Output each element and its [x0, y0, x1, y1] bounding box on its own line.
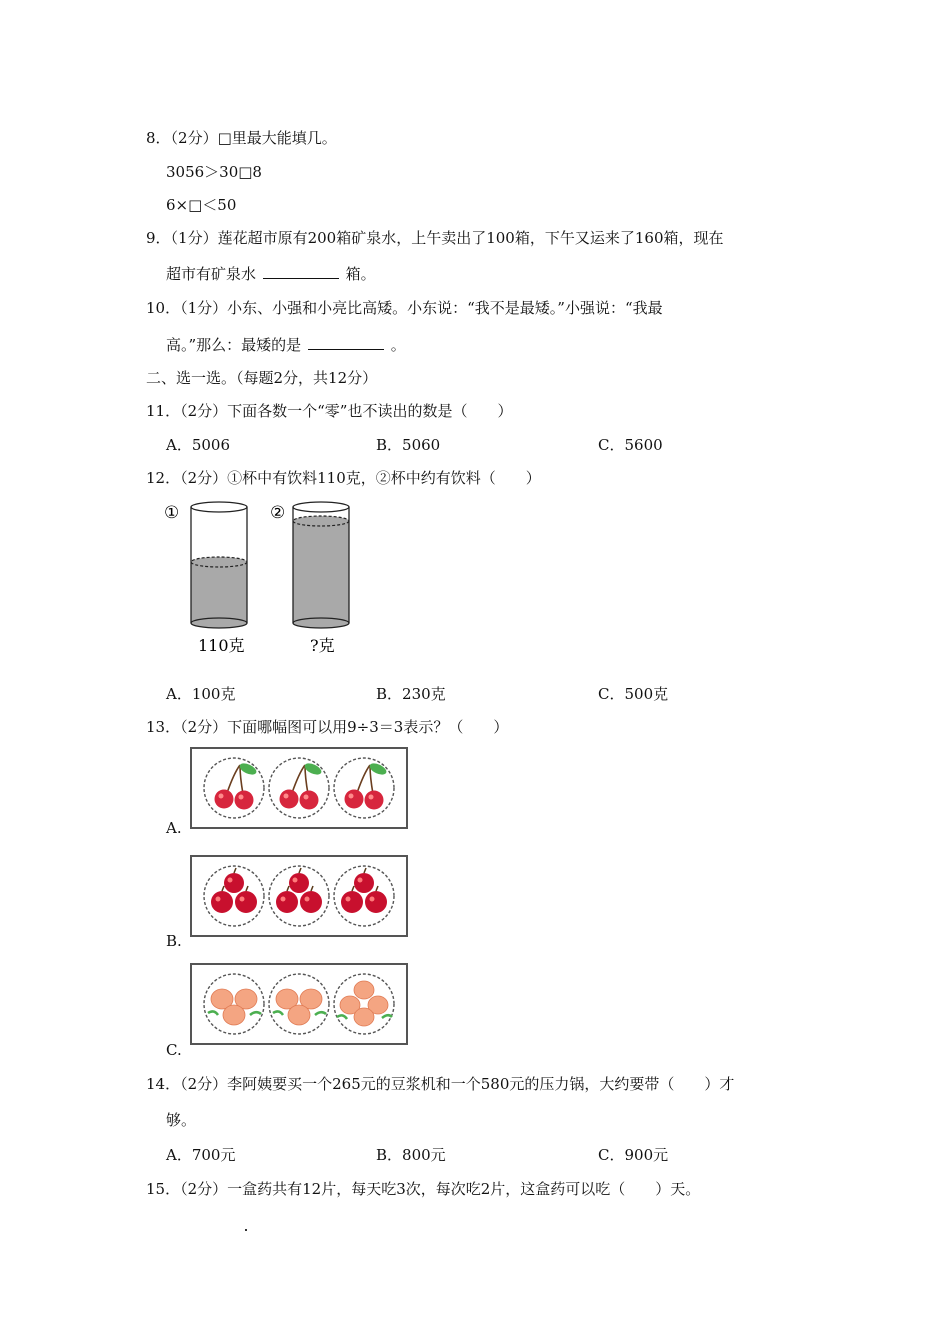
q12-option-c[interactable]: C．500克	[598, 685, 669, 703]
cup2-label: ?克	[310, 636, 335, 655]
q13-label-a: A.	[166, 819, 182, 837]
cup2-bottom	[293, 618, 349, 628]
q12-option-a[interactable]: A．100克	[166, 685, 236, 703]
cup1-rim	[191, 502, 247, 512]
q9-text1: 9．（1分）莲花超市原有200箱矿泉水，上午卖出了100箱，下午又运来了160箱，现在	[146, 229, 724, 247]
q10-text2a: 高。”那么：最矮的是	[166, 336, 302, 354]
cup1-bottom	[191, 618, 247, 628]
q11-option-a[interactable]: A．5006	[166, 436, 231, 454]
q13-text: 13．（2分）下面哪幅图可以用9÷3＝3表示？（ ）	[146, 718, 509, 736]
q13-label-c: C.	[166, 1041, 182, 1059]
q14-text2: 够。	[166, 1111, 197, 1129]
cup1-liquid	[191, 562, 247, 623]
cherry-group-2	[269, 758, 329, 818]
q12-text: 12．（2分）①杯中有饮料110克，②杯中约有饮料（ ）	[146, 469, 541, 487]
q13-picture-a[interactable]	[190, 747, 408, 829]
cup2-mark: ②	[270, 503, 286, 523]
q8-line2: 6×□＜50	[166, 196, 237, 214]
cup1-label: 110克	[198, 636, 245, 655]
page-mark	[245, 1229, 247, 1231]
peaches-illustration	[192, 965, 406, 1043]
q10-text2b: 。	[390, 336, 406, 354]
section-title: 二、选一选。（每题2分，共12分）	[146, 369, 378, 387]
cherry-group-3	[334, 758, 394, 818]
q13-label-b: B.	[166, 932, 182, 950]
q9-answer-blank[interactable]	[263, 264, 339, 279]
peach-group-1	[204, 974, 264, 1034]
q14-option-b[interactable]: B．800元	[376, 1146, 446, 1164]
cup2-surface	[293, 516, 349, 526]
peach-group-3	[334, 974, 394, 1034]
q11-text: 11．（2分）下面各数一个“零”也不读出的数是（ ）	[146, 402, 513, 420]
apple-group-3	[334, 866, 394, 926]
q14-option-c[interactable]: C．900元	[598, 1146, 669, 1164]
q13-picture-b[interactable]	[190, 855, 408, 937]
q12-option-b[interactable]: B．230克	[376, 685, 446, 703]
cup2-rim	[293, 502, 349, 512]
q13-picture-c[interactable]	[190, 963, 408, 1045]
cherries-illustration	[192, 749, 406, 827]
q11-option-c[interactable]: C．5600	[598, 436, 663, 454]
peach-group-2	[269, 974, 329, 1034]
q15-text: 15．（2分）一盒药共有12片，每天吃3次，每次吃2片，这盒药可以吃（ ）天。	[146, 1180, 701, 1198]
cherry-group-1	[204, 758, 264, 818]
apples-illustration	[192, 857, 406, 935]
q9-text2b: 箱。	[345, 265, 376, 283]
q14-text1: 14．（2分）李阿姨要买一个265元的豆浆机和一个580元的压力锅，大约要带（ ）才	[146, 1075, 735, 1093]
apple-group-2	[269, 866, 329, 926]
apple-group-1	[204, 866, 264, 926]
cup2	[293, 502, 349, 628]
cups-figure	[160, 496, 370, 662]
q8-text: 8．（2分）□里最大能填几。	[146, 129, 337, 147]
q10-text1: 10．（1分）小东、小强和小亮比高矮。小东说：“我不是最矮。”小强说：“我最	[146, 299, 663, 317]
q11-option-b[interactable]: B．5060	[376, 436, 441, 454]
q8-line1: 3056＞30□8	[166, 163, 262, 181]
cup1	[191, 502, 247, 628]
q10-answer-blank[interactable]	[308, 335, 384, 350]
q14-option-a[interactable]: A．700元	[166, 1146, 236, 1164]
cup1-mark: ①	[164, 503, 180, 523]
q10-line2	[166, 335, 406, 355]
cup2-liquid	[293, 521, 349, 623]
q9-line2	[166, 264, 376, 284]
q9-text2a: 超市有矿泉水	[166, 265, 257, 283]
cup1-surface	[191, 557, 247, 567]
